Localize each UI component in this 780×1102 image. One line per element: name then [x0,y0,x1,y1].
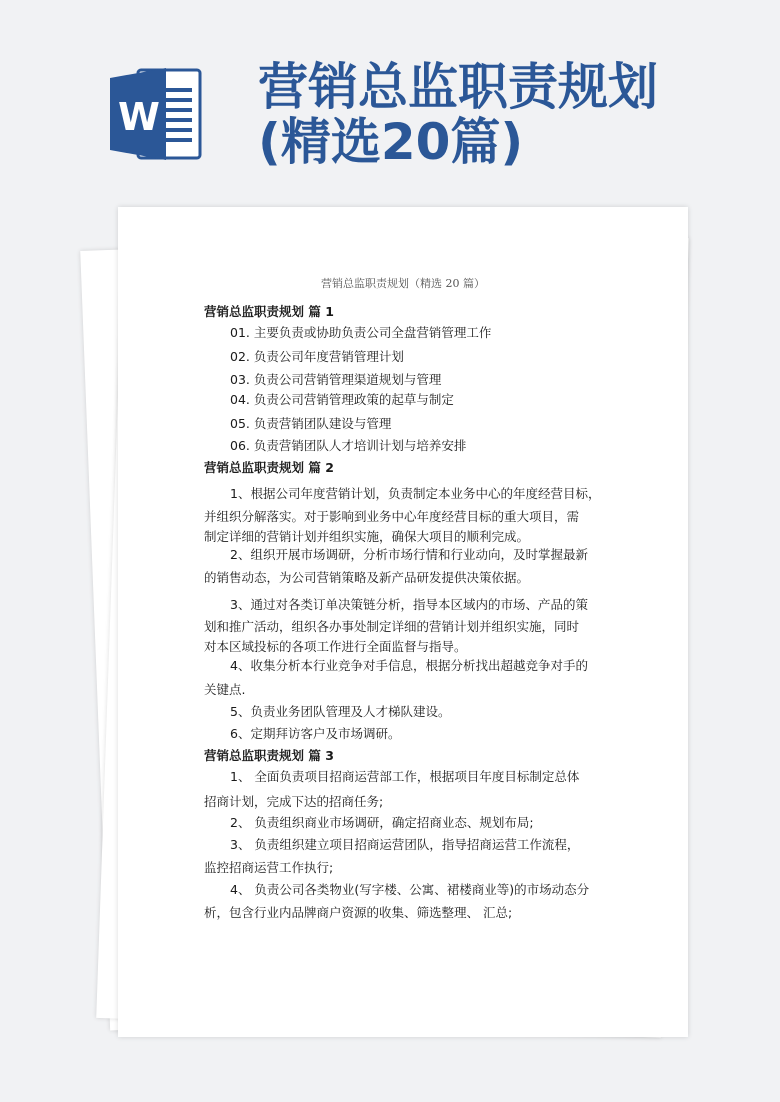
paragraph-line: 划和推广活动，组织各办事处制定详细的营销计划并组织实施，同时 [204,619,580,634]
document-content [118,207,688,1037]
cover-subtitle: (精选20篇) [258,113,524,171]
list-item: 02. 负责公司年度营销管理计划 [230,349,404,364]
paragraph-line: 2、组织开展市场调研，分析市场行情和行业动向，及时掌握最新 [230,547,588,562]
list-item: 03. 负责公司营销管理渠道规划与管理 [230,372,442,387]
paragraph-line: 3、 负责组织建立项目招商运营团队，指导招商运营工作流程， [230,837,580,852]
section-heading: 营销总监职责规划 篇 3 [204,748,334,763]
section-heading: 营销总监职责规划 篇 2 [204,460,334,475]
paragraph-line: 的销售动态，为公司营销策略及新产品研发提供决策依据。 [204,570,530,585]
paragraph-line: 监控招商运营工作执行; [204,860,334,875]
paragraph-line: 5、负责业务团队管理及人才梯队建设。 [230,704,451,719]
document-header: 营销总监职责规划（精选 20 篇） [321,277,485,290]
paragraph-line: 关键点. [204,682,246,697]
paragraph-line: 制定详细的营销计划并组织实施，确保大项目的顺利完成。 [204,529,530,544]
list-item: 04. 负责公司营销管理政策的起草与制定 [230,392,454,407]
paragraph-line: 招商计划，完成下达的招商任务; [204,794,384,809]
paragraph-line: 6、定期拜访客户及市场调研。 [230,726,401,741]
paragraph-line: 4、 负责公司各类物业(写字楼、公寓、裙楼商业等)的市场动态分 [230,882,590,897]
svg-text:W: W [118,95,160,139]
list-item: 05. 负责营销团队建设与管理 [230,416,392,431]
paragraph-line: 2、 负责组织商业市场调研，确定招商业态、规划布局; [230,815,534,830]
paragraph-line: 1、 全面负责项目招商运营部工作，根据项目年度目标制定总体 [230,769,580,784]
paragraph-line: 并组织分解落实。对于影响到业务中心年度经营目标的重大项目，需 [204,509,580,524]
paragraph-line: 3、通过对各类订单决策链分析，指导本区域内的市场、产品的策 [230,597,588,612]
paragraph-line: 析，包含行业内品牌商户资源的收集、筛选整理、 汇总; [204,905,513,920]
paragraph-line: 4、收集分析本行业竞争对手信息，根据分析找出超越竞争对手的 [230,658,588,673]
list-item: 06. 负责营销团队人才培训计划与培养安排 [230,438,467,453]
cover-title: 营销总监职责规划 [258,58,658,116]
section-heading: 营销总监职责规划 篇 1 [204,304,334,319]
list-item: 01. 主要负责或协助负责公司全盘营销管理工作 [230,325,492,340]
paragraph-line: 1、根据公司年度营销计划，负责制定本业务中心的年度经营目标， [230,486,601,501]
paragraph-line: 对本区域投标的各项工作进行全面监督与指导。 [204,639,467,654]
word-doc-icon [108,64,208,164]
